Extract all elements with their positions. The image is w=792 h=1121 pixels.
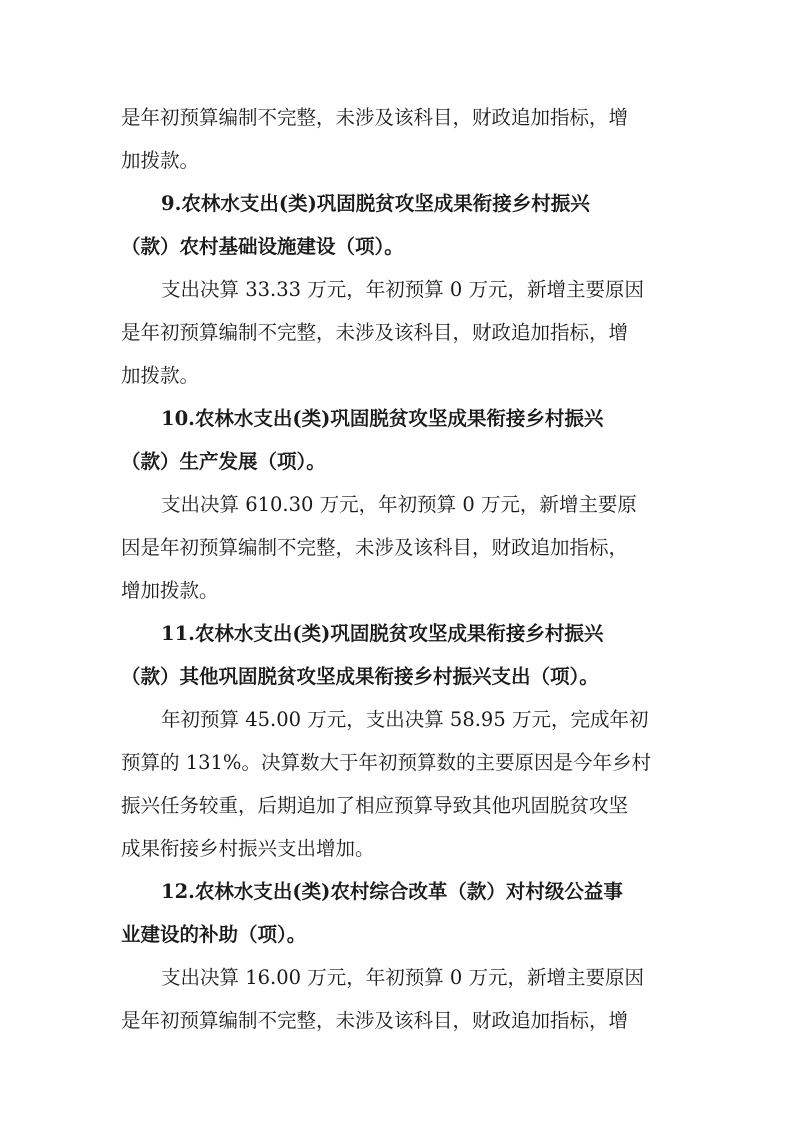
paragraph-line: 支出决算 33.33 万元，年初预算 0 万元，新增主要原因: [161, 278, 645, 301]
paragraph-line: 加拨款。: [121, 149, 200, 172]
paragraph-line: 支出决算 610.30 万元，年初预算 0 万元，新增主要原: [161, 493, 637, 516]
section-heading-10: 10.农林水支出(类)巩固脱贫攻坚成果衔接乡村振兴: [161, 407, 604, 430]
paragraph-line: 是年初预算编制不完整，未涉及该科目，财政追加指标，增: [121, 106, 629, 129]
paragraph-line: 是年初预算编制不完整，未涉及该科目，财政追加指标，增: [121, 321, 629, 344]
section-heading-11-cont: （款）其他巩固脱贫攻坚成果衔接乡村振兴支出（项）。: [121, 665, 599, 688]
section-heading-11: 11.农林水支出(类)巩固脱贫攻坚成果衔接乡村振兴: [161, 622, 604, 645]
paragraph-line: 加拨款。: [121, 364, 200, 387]
paragraph-line: 年初预算 45.00 万元，支出决算 58.95 万元，完成年初: [161, 708, 649, 731]
paragraph-line: 预算的 131%。决算数大于年初预算数的主要原因是今年乡村: [121, 751, 651, 774]
section-heading-10-cont: （款）生产发展（项）。: [121, 450, 326, 473]
section-heading-9-cont: （款）农村基础设施建设（项）。: [121, 235, 404, 258]
section-heading-9: 9.农林水支出(类)巩固脱贫攻坚成果衔接乡村振兴: [161, 192, 590, 215]
paragraph-line: 振兴任务较重，后期追加了相应预算导致其他巩固脱贫攻坚: [121, 794, 629, 817]
paragraph-line: 是年初预算编制不完整，未涉及该科目，财政追加指标，增: [121, 1009, 629, 1032]
section-heading-12: 12.农林水支出(类)农村综合改革（款）对村级公益事: [161, 880, 623, 903]
paragraph-line: 支出决算 16.00 万元，年初预算 0 万元，新增主要原因: [161, 966, 645, 989]
section-heading-12-cont: 业建设的补助（项）。: [121, 923, 307, 946]
paragraph-line: 因是年初预算编制不完整，未涉及该科目，财政追加指标，: [121, 536, 629, 559]
paragraph-line: 成果衔接乡村振兴支出增加。: [121, 837, 375, 860]
paragraph-line: 增加拨款。: [121, 579, 219, 602]
